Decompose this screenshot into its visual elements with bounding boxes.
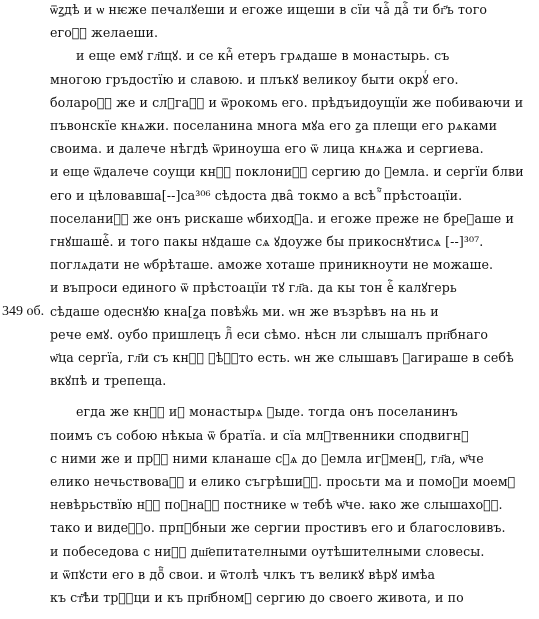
text-line-21: елико нечьствоваⷯ҇ и елико съгрѣшиⷯ҇. просьти ма и помоꙁи моемꙋ xyxy=(50,474,516,489)
text-line-11: гнꙋшашеⷭ҇. и того пакы нꙋдаше сѧ ꙋдоуже бы прикоснꙋтисѧ [--]³⁰⁷. xyxy=(50,234,484,249)
text-line-15: рече емꙋ. оубо пришлецъ лⷩ҇ еси сѣмо. нѣсн ли слышалъ прп҃бнаго xyxy=(50,326,489,342)
text-line-23: тако и видеⷯ҇о. прпⷣбныи же сергии простивъ его и благословивъ. xyxy=(50,520,506,536)
text-line-22: невѣрьствїю нⷹ҇ поꙁнаⷯ҇ постнике ѡ тебѣ ѡ҃че. ꙗко же слышахоⷨ҇. xyxy=(50,497,503,513)
text-line-2: егоⷤ҇ желаеши. xyxy=(50,25,159,41)
text-line-20: с ними же и прⷣ҇ ними кланаше сⷣѧ до ꙁемла игꙋменꙋ, гл҃а, ѡ҃че xyxy=(50,450,484,466)
text-line-12: поглѧдати не ѡбрѣташе. аможе хоташе приникноути не можаше. xyxy=(50,257,494,273)
text-line-5: болароⷨ҇ же и слꙋгаⷨ҇ и ѿрокомь его. прѣдъидоущїи же побиваючи и xyxy=(50,94,524,110)
text-line-6: пъвонскїе кнѧжи. поселанина многа мꙋа его ꙁа плещи его рѧками xyxy=(50,118,498,133)
text-line-13: и въпроси единого ѿ прѣстоацїи тꙋ гл҃а. да кы тон еⷭ҇ калꙋгерь xyxy=(50,280,457,296)
text-line-17: вкꙋпѣ и трепеща. xyxy=(50,373,167,389)
text-line-7: своима. и далече нѣгдѣ ѿриноуша его ѿ лица кнѧжа и сергиева. xyxy=(50,141,484,157)
folio-margin-note: 349 об. xyxy=(2,303,45,319)
text-line-19: поимъ съ собою нѣкыа ѿ братїа. и сїа млⷣтвенники сподвигнꙋ xyxy=(50,427,469,443)
text-line-3: и еще емꙋ гл҃щꙋ. и се кнⷽ҇ етеръ грѧдаше в монастырь. съ xyxy=(76,48,450,64)
text-line-14: сѣдаше одеснꙋю кна[ꙁа повѣжⷣь ми. ѡн же възрѣвъ на нь и xyxy=(50,303,439,319)
text-line-9: его и цѣловавша[--]са³⁰⁶ сѣдоста два̑ токмо а всѣ ⷨ҇ прѣстоацїи. xyxy=(50,187,463,203)
text-line-26: къ ст҃ѣи трⷪ҇ци и къ прп҃бномꙋ сергию до своего живота, и по xyxy=(50,590,464,605)
text-line-4: многою гръдостїю и славою. и плъкꙋ великоу быти окрꙋⷢ҇ его. xyxy=(50,71,459,87)
text-line-8: и еще ѿдалече соущи кнⷽ҇ поклониⷭ҇ сергию до ꙁемла. и сергїи блви xyxy=(50,164,524,180)
text-line-25: и ѿпꙋсти его в доⷨ҇ свои. и ѿтолѣ члкъ тъ великꙋ вѣрꙋ имѣа xyxy=(50,566,436,582)
text-line-24: и побеседова с ниⷨ҇ дш҃епитателными оутѣшителными словесы. xyxy=(50,543,485,559)
text-line-16: ѡ҃ца сергїа, гл҃и съ кнⷽ҇ ꙁѣⷮ҇то есть. ѡн же слышавъ ꙁагираше в себѣ xyxy=(50,350,514,365)
text-line-18: егда же кнⷽ҇ иꙁ монастырѧ ꙁыде. тогда онъ поселанинъ xyxy=(76,404,458,420)
text-line-10: поселаниⷩ҇ же онъ рискаше ѡбиходⷣа. и егоже преже не бреꙁаше и xyxy=(50,210,514,226)
text-line-1: ѿꙁдѣ и ѡ нѥже печалꙋеши и егоже ищеши в сїи чаⷭ҇ даⷭ҇ ти бг҃ъ того xyxy=(50,2,488,17)
